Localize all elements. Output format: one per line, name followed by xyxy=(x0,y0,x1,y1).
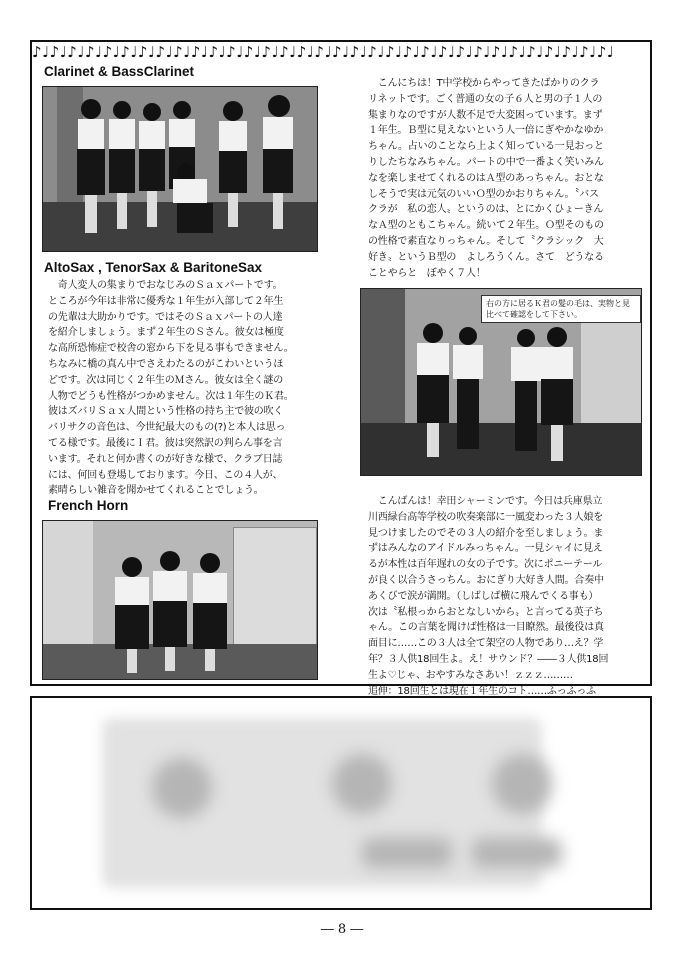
music-note-border: ♪♩♪♩♪♩♪♩♪♩♪♩♪♩♪♩♪♩♪♩♪♩♪♩♪♩♪♩♪♩♪♩♪♩♪♩♪♩♪♩♪♩♪♩♪♩♪♩♪♩♪♩♪♩♪♩♪♩♪♩♪♩♪♩♪♩ xyxy=(32,43,615,61)
horn-photo xyxy=(42,520,318,680)
blurred-shape xyxy=(152,758,212,818)
blurred-shape xyxy=(362,838,452,868)
newsletter-frame xyxy=(30,40,652,697)
clarinet-text: こんにちは！T中学校からやってきたばかりのクラ リネットです。ごく普通の女の子６人と男の子１人の 集まりなのですが人数不足で大変困っています。まず １年生。Ｂ型に見えないという人一倍にぎやかなゆか ちゃん。占いのことなら上よく知っている一見おっと りしたちなみちゃん。パートの中で一番よく笑いみん なを楽しませてくれるのはＡ型のあっちゃん。おとな しそうで実は元気のいいＯ型のかおりちゃん。〝バス クラが 私の恋人〟というのは、とにかくひょーきん なＡ型のともこちゃん。続いて２年生。Ｏ型そのもの の性格で素直なりっちゃん。そして〝クラシック 大 好き〟というＢ型の よしろうくん。さて どうなる ことやらと ぼやく７人！ xyxy=(368,78,604,279)
sax-photo-caption: 右の方に居るＫ君の髪の毛は、実物と見比べて確認をして下さい。 xyxy=(481,295,641,323)
sax-text: 奇人変人の集まりでおなじみのＳａｘパートです。 ところが今年は非常に優秀な１年生が入部して２年生 の先輩は大助かりです。ではそのＳａｘパートの人達 を紹介しましょう。まず２年生のＳさん。彼女は極度 な高所恐怖症で校舎の窓から下を見る事もできません。 ちなみに橋の真ん中でさえわたるのがこわいというほ どです。次は同じく２年生のＭさん。彼女は全く謎の 人物でどうも性格がつかめません。次は１年生のＫ君。 彼はズバリＳａｘ人間という性格の持ち主で彼の吹く バリサクの音色は、今世紀最大のもの(?)と本人は思っ てる様です。最後にＩ君。彼は突然訳の判らん事を言 います。それと何か書くのが好きな様で、クラブ日誌 には、何回も登場しております。今日、この４人が、 素晴らしい雑音を聞かせてくれることでしょう。 xyxy=(48,280,294,497)
blurred-shape xyxy=(332,754,392,814)
blurred-shape xyxy=(492,754,552,814)
sax-photo xyxy=(360,288,642,476)
clarinet-heading: Clarinet & BassClarinet xyxy=(44,64,195,79)
sax-heading: AltoSax , TenorSax & BaritoneSax xyxy=(44,260,263,275)
redacted-ad-box xyxy=(30,696,652,910)
blurred-shape xyxy=(472,838,562,868)
clarinet-photo xyxy=(42,86,318,252)
horn-heading: French Horn xyxy=(48,498,129,513)
page-number: ― 8 ― xyxy=(320,922,364,937)
horn-text: こんばんは！幸田シャーミンです。今日は兵庫県立 川西緑台高等学校の吹奏楽部に一風変わった３人娘を 見つけましたのでその３人の紹介を至しましょう。ま ずはみんなのアイドルみっちゃん。一見シャイに見え るが本性は百年遅れの女の子です。次にポニーテール が良く以合うさっちん。おにぎり大好き人間。合奏中 あくびで涙が満開。（しばしば横に飛んでくる事も） 次は〝私根っからおとなしいから〟と言ってる英子ち ゃん。この言葉を聞けば性格は一目瞭然。最後役は真 面目に……この３人は全て架空の人物であり…え？学 年？３人供18回生よ。え！サウンド？――３人供18回 生よ♡じゃ、おやすみなさあい！ｚｚｚ……… 追伸：18回生とは現在１年生のコト……ふっふっふ xyxy=(368,496,609,697)
